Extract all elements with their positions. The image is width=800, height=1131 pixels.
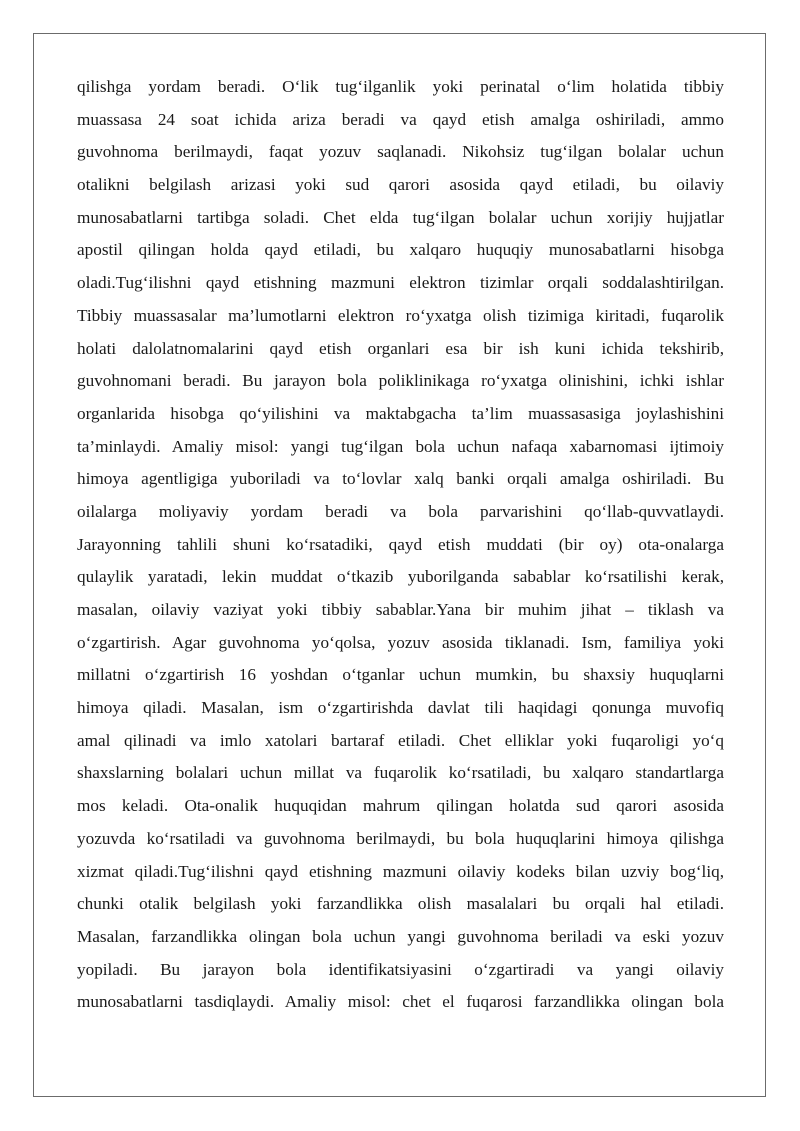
text-line: organlarida hisobga qo‘yilishini va maktabgacha ta’lim muassasasiga joylashishini <box>77 403 724 423</box>
text-line: qilishga yordam beradi. O‘lik tug‘ilganlik yoki perinatal o‘lim holatida tibbiy <box>77 77 724 96</box>
text-line: ta’minlaydi. Amaliy misol: yangi tug‘ilgan bola uchun nafaqa xabarnomasi ijtimoiy <box>77 436 724 456</box>
text-line: o‘zgartirish. Agar guvohnoma yo‘qolsa, yozuv asosida tiklanadi. Ism, familiya yoki <box>77 632 724 652</box>
text-line: guvohnomani beradi. Bu jarayon bola poliklinikaga ro‘yxatga olinishini, ichki ishlar <box>77 371 724 391</box>
text-line: Tibbiy muassasalar ma’lumotlarni elektron ro‘yxatga olish tizimiga kiritadi, fuqarolik <box>77 305 724 325</box>
text-line: xizmat qiladi.Tug‘ilishni qayd etishning mazmuni oilaviy kodeks bilan uzviy bog‘liq, <box>77 861 724 881</box>
text-line: otalikni belgilash arizasi yoki sud qarori asosida qayd etiladi, bu oilaviy <box>77 175 724 195</box>
text-line: mos keladi. Ota-onalik huquqidan mahrum qilingan holatda sud qarori asosida <box>77 796 724 816</box>
text-line: yozuvda ko‘rsatiladi va guvohnoma berilmaydi, bu bola huquqlarini himoya qilishga <box>77 828 724 848</box>
text-line: millatni o‘zgartirish 16 yoshdan o‘tganlar uchun mumkin, bu shaxsiy huquqlarni <box>77 665 724 685</box>
text-line: holati dalolatnomalarini qayd etish organlari esa bir ish kuni ichida tekshirib, <box>77 338 724 358</box>
text-line: Masalan, farzandlikka olingan bola uchun yangi guvohnoma beriladi va eski yozuv <box>77 926 724 946</box>
text-line: qulaylik yaratadi, lekin muddat o‘tkazib yuborilganda sabablar ko‘rsatilishi kerak, <box>77 567 724 587</box>
text-line: yopiladi. Bu jarayon bola identifikatsiyasini o‘zgartiradi va yangi oilaviy <box>77 959 724 979</box>
text-line: munosabatlarni tasdiqlaydi. Amaliy misol: chet el fuqarosi farzandlikka olingan bola <box>77 992 724 1012</box>
text-line: himoya qiladi. Masalan, ism o‘zgartirishda davlat tili haqidagi qonunga muvofiq <box>77 698 724 718</box>
text-line: masalan, oilaviy vaziyat yoki tibbiy sabablar.Yana bir muhim jihat – tiklash va <box>77 600 724 619</box>
text-line: shaxslarning bolalari uchun millat va fuqarolik ko‘rsatiladi, bu xalqaro standartlarga <box>77 763 724 783</box>
text-line: guvohnoma berilmaydi, faqat yozuv saqlanadi. Nikohsiz tug‘ilgan bolalar uchun <box>77 142 724 162</box>
text-line: himoya agentligiga yuboriladi va to‘lovlar xalq banki orqali amalga oshiriladi. Bu <box>77 469 724 489</box>
text-line: chunki otalik belgilash yoki farzandlikka olish masalalari bu orqali hal etiladi. <box>77 894 724 914</box>
document-body <box>77 71 724 1019</box>
text-line: munosabatlarni tartibga soladi. Chet elda tug‘ilgan bolalar uchun xorijiy hujjatlar <box>77 207 724 227</box>
text-line: Jarayonning tahlili shuni ko‘rsatadiki, qayd etish muddati (bir oy) ota-onalarga <box>77 534 724 554</box>
text-line: oladi.Tug‘ilishni qayd etishning mazmuni elektron tizimlar orqali soddalashtirilgan. <box>77 273 724 293</box>
text-line: oilalarga moliyaviy yordam beradi va bola parvarishini qo‘llab-quvvatlaydi. <box>77 501 724 521</box>
text-line: amal qilinadi va imlo xatolari bartaraf etiladi. Chet elliklar yoki fuqaroligi yo‘q <box>77 730 724 750</box>
text-line: muassasa 24 soat ichida ariza beradi va qayd etish amalga oshiriladi, ammo <box>77 109 724 129</box>
text-line: apostil qilingan holda qayd etiladi, bu xalqaro huquqiy munosabatlarni hisobga <box>77 240 724 260</box>
